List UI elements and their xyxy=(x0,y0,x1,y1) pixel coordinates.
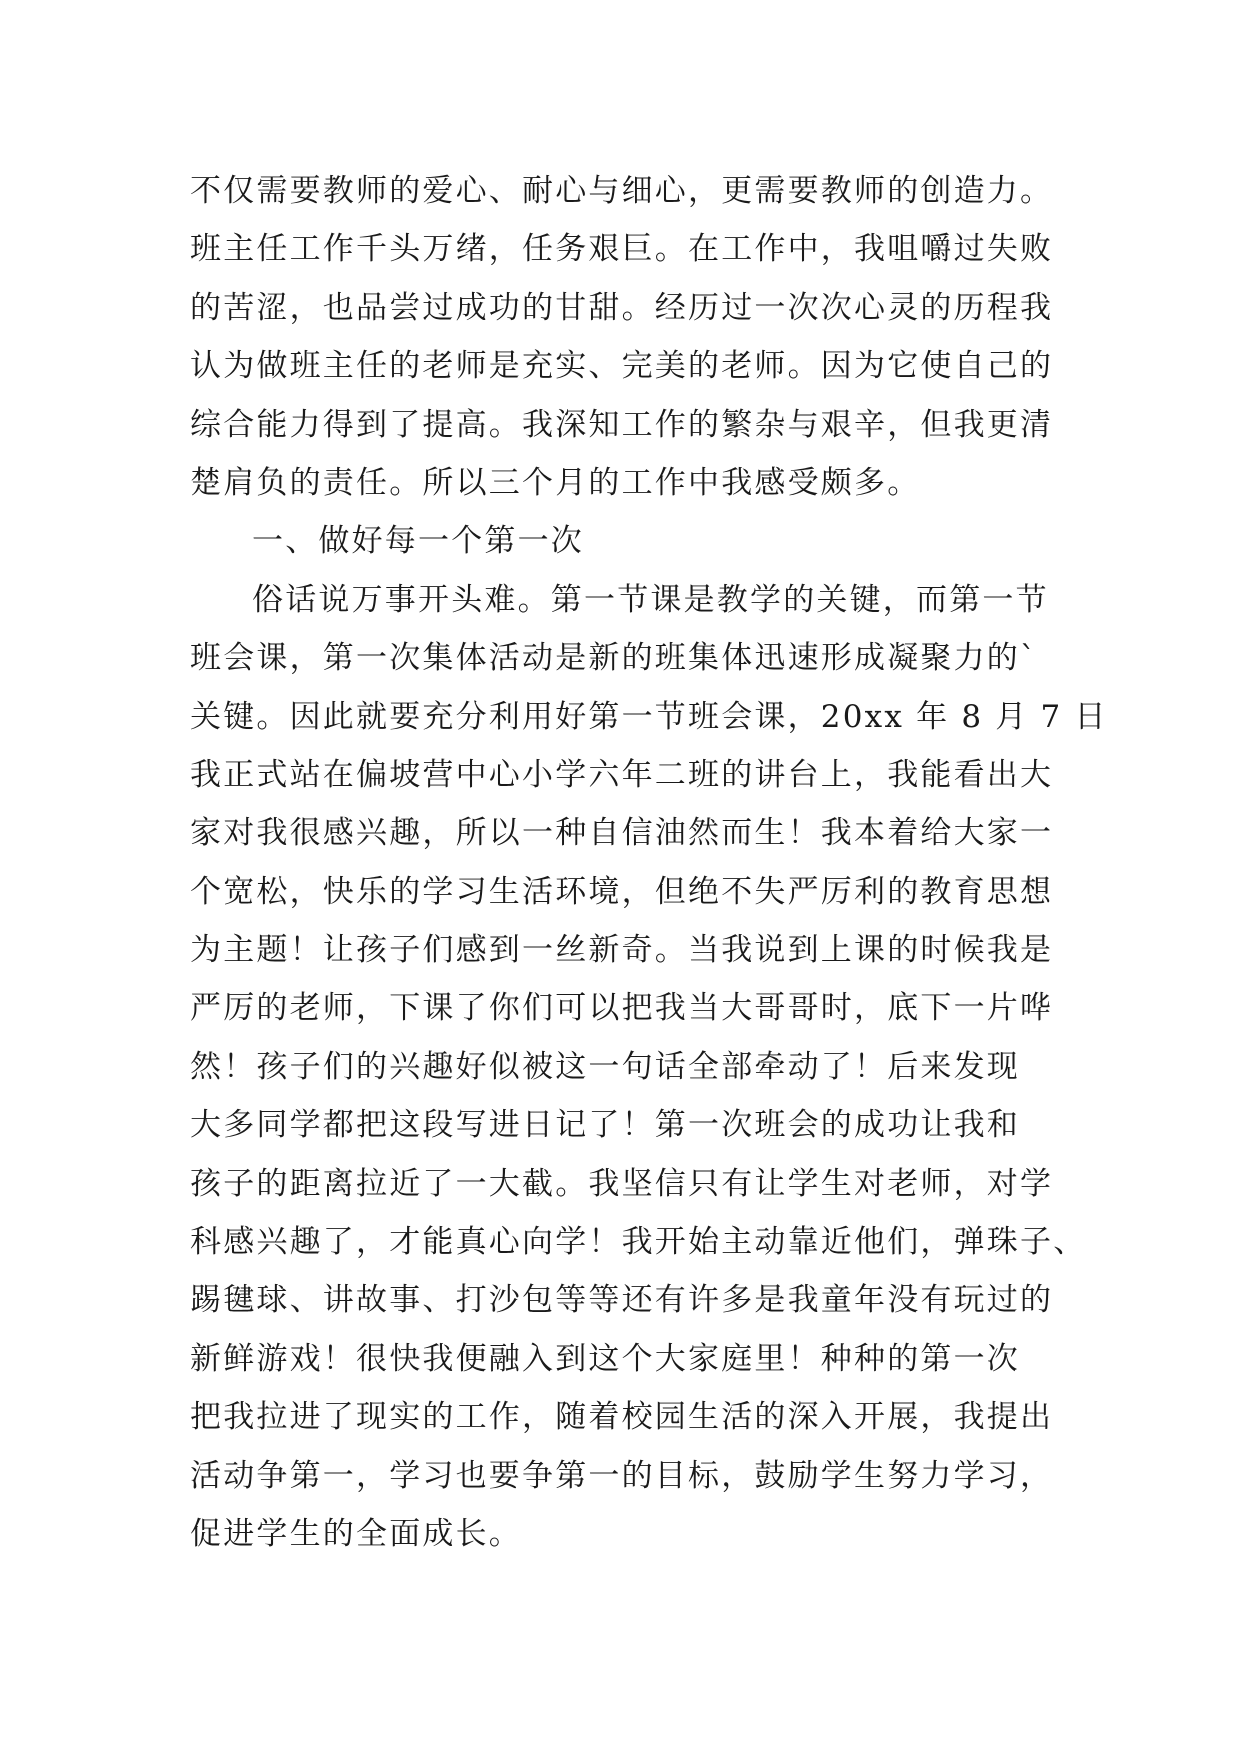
text-line: 为主题！让孩子们感到一丝新奇。当我说到上课的时候我是 xyxy=(190,932,1054,969)
body-text xyxy=(190,162,1108,1563)
text-line: 新鲜游戏！很快我便融入到这个大家庭里！种种的第一次 xyxy=(190,1340,1020,1377)
section-heading: 一、做好每一个第一次 xyxy=(252,523,584,560)
text-line: 家对我很感兴趣，所以一种自信油然而生！我本着给大家一 xyxy=(190,815,1054,852)
text-line: 促进学生的全面成长。 xyxy=(190,1515,522,1552)
text-line: 严厉的老师，下课了你们可以把我当大哥哥时，底下一片哗 xyxy=(190,990,1054,1027)
text-line: 的苦涩，也品尝过成功的甘甜。经历过一次次心灵的历程我 xyxy=(190,289,1054,326)
text-line: 班主任工作千头万绪，任务艰巨。在工作中，我咀嚼过失败 xyxy=(190,231,1054,268)
text-line: 关键。因此就要充分利用好第一节班会课，20xx 年 8 月 7 日 xyxy=(190,698,1108,735)
text-line: 综合能力得到了提高。我深知工作的繁杂与艰辛，但我更清 xyxy=(190,406,1054,443)
text-line: 我正式站在偏坡营中心小学六年二班的讲台上，我能看出大 xyxy=(190,756,1054,793)
text-line: 孩子的距离拉近了一大截。我坚信只有让学生对老师，对学 xyxy=(190,1165,1054,1202)
text-line: 踢毽球、讲故事、打沙包等等还有许多是我童年没有玩过的 xyxy=(190,1282,1054,1319)
text-line: 大多同学都把这段写进日记了！第一次班会的成功让我和 xyxy=(190,1107,1020,1144)
text-line: 个宽松，快乐的学习生活环境，但绝不失严厉利的教育思想 xyxy=(190,873,1054,910)
text-line: 俗话说万事开头难。第一节课是教学的关键，而第一节 xyxy=(252,581,1049,618)
text-line: 然！孩子们的兴趣好似被这一句话全部牵动了！后来发现 xyxy=(190,1048,1020,1085)
text-line: 活动争第一，学习也要争第一的目标，鼓励学生努力学习， xyxy=(190,1457,1054,1494)
text-line: 不仅需要教师的爱心、耐心与细心，更需要教师的创造力。 xyxy=(190,173,1054,209)
text-line: 科感兴趣了，才能真心向学！我开始主动靠近他们，弹珠子、 xyxy=(190,1224,1087,1261)
text-line: 楚肩负的责任。所以三个月的工作中我感受颇多。 xyxy=(190,464,921,501)
text-line: 认为做班主任的老师是充实、完美的老师。因为它使自己的 xyxy=(190,348,1054,385)
text-line: 把我拉进了现实的工作，随着校园生活的深入开展，我提出 xyxy=(190,1399,1054,1436)
text-line: 班会课，第一次集体活动是新的班集体迅速形成凝聚力的` xyxy=(190,640,1038,677)
